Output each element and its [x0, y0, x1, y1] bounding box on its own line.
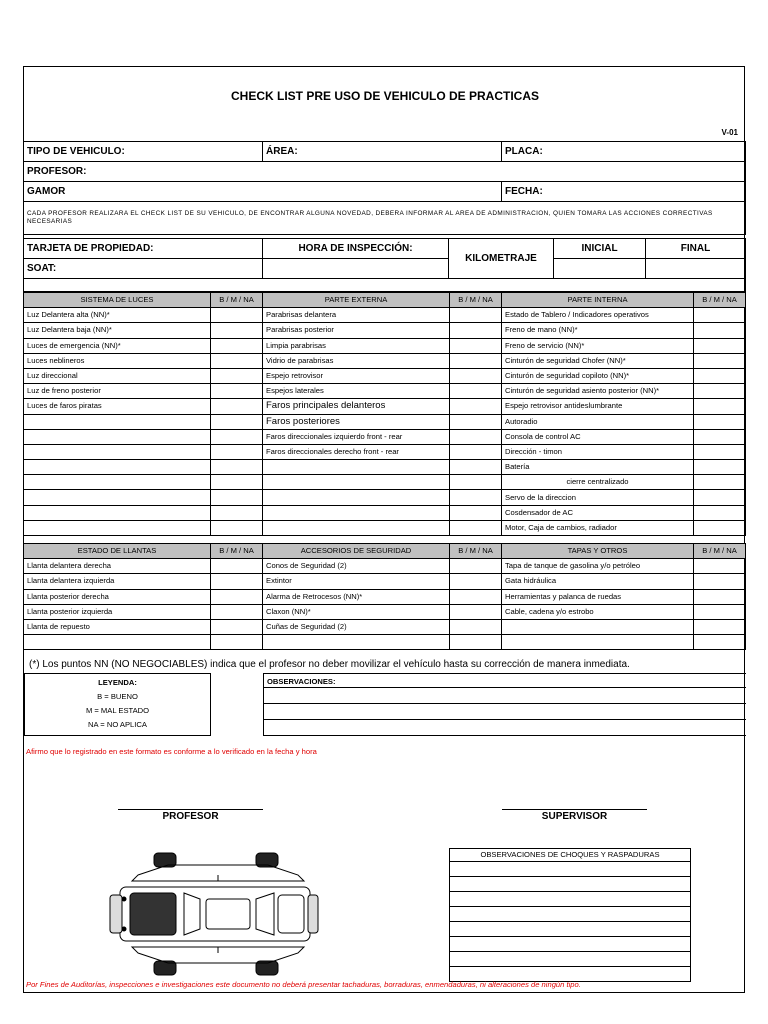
- choques-line[interactable]: [450, 922, 691, 937]
- checklist-item: [263, 460, 450, 475]
- status-cell[interactable]: [694, 574, 746, 589]
- checklist-item: Claxon (NN)*: [263, 604, 450, 619]
- status-cell[interactable]: [450, 619, 502, 634]
- choques-line[interactable]: [450, 907, 691, 922]
- status-cell[interactable]: [450, 399, 502, 414]
- bmna-header: B / M / NA: [211, 293, 263, 308]
- instruction-text: CADA PROFESOR REALIZARA EL CHECK LIST DE SU VEHICULO, DE ENCONTRAR ALGUNA NOVEDAD, DEBERA INFORMAR AL AREA DE ADMINISTRACION, QUIEN TOMARA LAS ACCIONES CORRECTIVAS NECESARIAS: [24, 202, 746, 235]
- checklist-item: Motor, Caja de cambios, radiador: [502, 520, 694, 535]
- area-field[interactable]: ÁREA:: [263, 142, 502, 162]
- observaciones-line-3[interactable]: [263, 720, 746, 736]
- status-cell[interactable]: [211, 384, 263, 399]
- status-cell[interactable]: [694, 414, 746, 429]
- checklist-item: Llanta posterior derecha: [24, 589, 211, 604]
- tarjeta-field[interactable]: TARJETA DE PROPIEDAD:: [24, 239, 263, 259]
- affirmation-text: Afirmo que lo registrado en este formato es conforme a lo verificado en la fecha y hora: [26, 747, 317, 756]
- checklist-item: Luz Delantera baja (NN)*: [24, 323, 211, 338]
- status-cell[interactable]: [694, 475, 746, 490]
- status-cell[interactable]: [694, 353, 746, 368]
- gamor-field[interactable]: GAMOR: [24, 182, 502, 202]
- status-cell[interactable]: [211, 353, 263, 368]
- status-cell[interactable]: [211, 429, 263, 444]
- checklist-item: Luz Delantera alta (NN)*: [24, 308, 211, 323]
- status-cell[interactable]: [211, 444, 263, 459]
- car-top-view-icon: [108, 849, 320, 979]
- legend-m: M = MAL ESTADO: [85, 706, 150, 715]
- checklist-item: Parabrisas posterior: [263, 323, 450, 338]
- status-cell[interactable]: [211, 559, 263, 574]
- observaciones-box: [263, 673, 746, 736]
- checklist-item: Herramientas y palanca de ruedas: [502, 589, 694, 604]
- legend-title: LEYENDA:: [98, 678, 137, 687]
- checklist-item: [24, 444, 211, 459]
- checklist-item: Cable, cadena y/o estrobo: [502, 604, 694, 619]
- checklist-item: [24, 429, 211, 444]
- status-cell[interactable]: [694, 308, 746, 323]
- checklist-item: Consola de control AC: [502, 429, 694, 444]
- status-cell[interactable]: [694, 399, 746, 414]
- status-cell[interactable]: [450, 368, 502, 383]
- choques-table: [449, 848, 691, 982]
- status-cell[interactable]: [450, 559, 502, 574]
- status-cell[interactable]: [450, 414, 502, 429]
- checklist-item: Vidrio de parabrisas: [263, 353, 450, 368]
- bmna-header: B / M / NA: [450, 293, 502, 308]
- form-frame: [23, 66, 745, 993]
- legend-na: NA = NO APLICA: [88, 720, 147, 729]
- checklist-item: Faros direccionales izquierdo front - rear: [263, 429, 450, 444]
- profesor-field[interactable]: PROFESOR:: [24, 162, 746, 182]
- checklist-item: Cuñas de Seguridad (2): [263, 619, 450, 634]
- status-cell[interactable]: [211, 308, 263, 323]
- bmna-header: B / M / NA: [211, 544, 263, 559]
- checklist-section-2: [23, 543, 746, 650]
- final-label: FINAL: [646, 239, 746, 259]
- checklist-item: Parabrisas delantera: [263, 308, 450, 323]
- supervisor-signature-line[interactable]: [502, 809, 647, 810]
- status-cell[interactable]: [211, 490, 263, 505]
- checklist-item: [24, 505, 211, 520]
- status-cell[interactable]: [211, 368, 263, 383]
- status-cell[interactable]: [694, 323, 746, 338]
- observaciones-line-1[interactable]: [263, 688, 746, 704]
- status-cell[interactable]: [450, 384, 502, 399]
- choques-line[interactable]: [450, 892, 691, 907]
- checklist-item: Faros direccionales derecho front - rear: [263, 444, 450, 459]
- status-cell[interactable]: [450, 520, 502, 535]
- checklist-item: [263, 505, 450, 520]
- choques-line[interactable]: [450, 877, 691, 892]
- kilometraje-label: KILOMETRAJE: [449, 239, 554, 279]
- spacer-row: [24, 279, 746, 292]
- bmna-header: B / M / NA: [450, 544, 502, 559]
- status-cell[interactable]: [211, 399, 263, 414]
- status-cell[interactable]: [450, 574, 502, 589]
- status-cell[interactable]: [450, 429, 502, 444]
- status-cell[interactable]: [211, 460, 263, 475]
- checklist-item: [24, 490, 211, 505]
- status-cell[interactable]: [694, 368, 746, 383]
- status-cell[interactable]: [694, 429, 746, 444]
- status-cell[interactable]: [450, 353, 502, 368]
- nn-note: (*) Los puntos NN (NO NEGOCIABLES) indica que el profesor no deber movilizar el vehículo hasta su corrección de manera inmediata.: [29, 659, 630, 670]
- checklist-item: Freno de servicio (NN)*: [502, 338, 694, 353]
- checklist-item: Conos de Seguridad (2): [263, 559, 450, 574]
- checklist-item: [263, 490, 450, 505]
- status-cell[interactable]: [211, 574, 263, 589]
- status-cell[interactable]: [694, 338, 746, 353]
- checklist-item: [263, 475, 450, 490]
- checklist-item: [24, 414, 211, 429]
- choques-title: OBSERVACIONES DE CHOQUES Y RASPADURAS: [450, 849, 691, 862]
- checklist-item: [24, 520, 211, 535]
- status-cell[interactable]: [450, 490, 502, 505]
- checklist-item: Gata hidráulica: [502, 574, 694, 589]
- status-cell[interactable]: [450, 475, 502, 490]
- checklist-item: Limpia parabrisas: [263, 338, 450, 353]
- status-cell[interactable]: [450, 323, 502, 338]
- checklist-item: Extintor: [263, 574, 450, 589]
- status-cell[interactable]: [211, 414, 263, 429]
- checklist-item: Llanta delantera izquierda: [24, 574, 211, 589]
- status-cell[interactable]: [450, 604, 502, 619]
- status-cell[interactable]: [211, 505, 263, 520]
- checklist-item: [263, 520, 450, 535]
- footer-notice: Por Fines de Auditorías, inspecciones e investigaciones este documento no deberá presentar tachaduras, borraduras, enmendaduras, ni alteraciones de ningún tipo.: [26, 980, 581, 989]
- supervisor-signature-label: SUPERVISOR: [541, 811, 608, 822]
- checklist-item: Tapa de tanque de gasolina y/o petróleo: [502, 559, 694, 574]
- legend-box: [24, 673, 211, 736]
- legend-b: B = BUENO: [97, 692, 138, 701]
- inspection-fields-table: [23, 238, 746, 292]
- checklist-item: cierre centralizado: [502, 475, 694, 490]
- status-cell[interactable]: [211, 520, 263, 535]
- final-value[interactable]: [646, 259, 746, 279]
- status-cell[interactable]: [450, 635, 502, 650]
- checklist-item: Luces de faros piratas: [24, 399, 211, 414]
- section-header: PARTE INTERNA: [502, 293, 694, 308]
- checklist-item: Cinturón de seguridad copiloto (NN)*: [502, 368, 694, 383]
- checklist-item: Luces neblineros: [24, 353, 211, 368]
- checklist-item: Espejo retrovisor: [263, 368, 450, 383]
- status-cell[interactable]: [211, 323, 263, 338]
- checklist-item: Autoradio: [502, 414, 694, 429]
- checklist-item: Servo de la direccion: [502, 490, 694, 505]
- checklist-item: [24, 460, 211, 475]
- observaciones-label: OBSERVACIONES:: [263, 673, 746, 688]
- status-cell[interactable]: [694, 589, 746, 604]
- profesor-signature-line[interactable]: [118, 809, 263, 810]
- inicial-label: INICIAL: [554, 239, 646, 259]
- checklist-item: Dirección - timon: [502, 444, 694, 459]
- choques-line[interactable]: [450, 952, 691, 967]
- status-cell[interactable]: [450, 460, 502, 475]
- observaciones-line-2[interactable]: [263, 704, 746, 720]
- soat-field[interactable]: SOAT:: [24, 259, 263, 279]
- section-header: SISTEMA DE LUCES: [24, 293, 211, 308]
- section-header: PARTE EXTERNA: [263, 293, 450, 308]
- status-cell[interactable]: [211, 635, 263, 650]
- section-header: TAPAS Y OTROS: [502, 544, 694, 559]
- status-cell[interactable]: [694, 384, 746, 399]
- status-cell[interactable]: [694, 635, 746, 650]
- status-cell[interactable]: [694, 520, 746, 535]
- status-cell[interactable]: [694, 444, 746, 459]
- checklist-item: Espejos laterales: [263, 384, 450, 399]
- section-header: ESTADO DE LLANTAS: [24, 544, 211, 559]
- status-cell[interactable]: [211, 619, 263, 634]
- checklist-item: Batería: [502, 460, 694, 475]
- status-cell[interactable]: [450, 505, 502, 520]
- checklist-item: Llanta delantera derecha: [24, 559, 211, 574]
- status-cell[interactable]: [694, 619, 746, 634]
- checklist-item: [263, 635, 450, 650]
- status-cell[interactable]: [211, 338, 263, 353]
- profesor-signature-label: PROFESOR: [162, 811, 219, 822]
- checklist-item: Llanta posterior izquierda: [24, 604, 211, 619]
- hora-value[interactable]: [263, 259, 449, 279]
- status-cell[interactable]: [694, 460, 746, 475]
- status-cell[interactable]: [450, 338, 502, 353]
- checklist-item: Cosdensador de AC: [502, 505, 694, 520]
- bmna-header: B / M / NA: [694, 293, 746, 308]
- bmna-header: B / M / NA: [694, 544, 746, 559]
- checklist-item: Alarma de Retrocesos (NN)*: [263, 589, 450, 604]
- status-cell[interactable]: [450, 444, 502, 459]
- checklist-item: Espejo retrovisor antideslumbrante: [502, 399, 694, 414]
- choques-line[interactable]: [450, 937, 691, 952]
- status-cell[interactable]: [694, 604, 746, 619]
- fecha-field[interactable]: FECHA:: [502, 182, 746, 202]
- status-cell[interactable]: [211, 589, 263, 604]
- inicial-value[interactable]: [554, 259, 646, 279]
- checklist-item: [24, 475, 211, 490]
- checklist-item: Llanta de repuesto: [24, 619, 211, 634]
- section-header: ACCESORIOS DE SEGURIDAD: [263, 544, 450, 559]
- checklist-item: [502, 619, 694, 634]
- checklist-item: Luces de emergencia (NN)*: [24, 338, 211, 353]
- tipo-vehiculo-field[interactable]: TIPO DE VEHICULO:: [24, 142, 263, 162]
- checklist-item: Luz direccional: [24, 368, 211, 383]
- placa-field[interactable]: PLACA:: [502, 142, 746, 162]
- status-cell[interactable]: [694, 490, 746, 505]
- checklist-item: Cinturón de seguridad asiento posterior (NN)*: [502, 384, 694, 399]
- status-cell[interactable]: [211, 475, 263, 490]
- checklist-item: Luz de freno posterior: [24, 384, 211, 399]
- status-cell[interactable]: [450, 589, 502, 604]
- form-version: V-01: [721, 128, 738, 137]
- status-cell[interactable]: [694, 505, 746, 520]
- status-cell[interactable]: [450, 308, 502, 323]
- status-cell[interactable]: [694, 559, 746, 574]
- checklist-item: Estado de Tablero / Indicadores operativos: [502, 308, 694, 323]
- checklist-item: Cinturón de seguridad Chofer (NN)*: [502, 353, 694, 368]
- car-diagram: [108, 849, 320, 979]
- checklist-item: [502, 635, 694, 650]
- header-fields-table: [23, 141, 746, 235]
- status-cell[interactable]: [211, 604, 263, 619]
- checklist-item: Freno de mano (NN)*: [502, 323, 694, 338]
- checklist-item: Faros principales delanteros: [263, 399, 450, 414]
- checklist-item: Faros posteriores: [263, 414, 450, 429]
- checklist-item: [24, 635, 211, 650]
- hora-field[interactable]: HORA DE INSPECCIÓN:: [263, 239, 449, 259]
- form-title: CHECK LIST PRE USO DE VEHICULO DE PRACTICAS: [230, 89, 540, 103]
- checklist-section-1: [23, 292, 746, 536]
- choques-line[interactable]: [450, 862, 691, 877]
